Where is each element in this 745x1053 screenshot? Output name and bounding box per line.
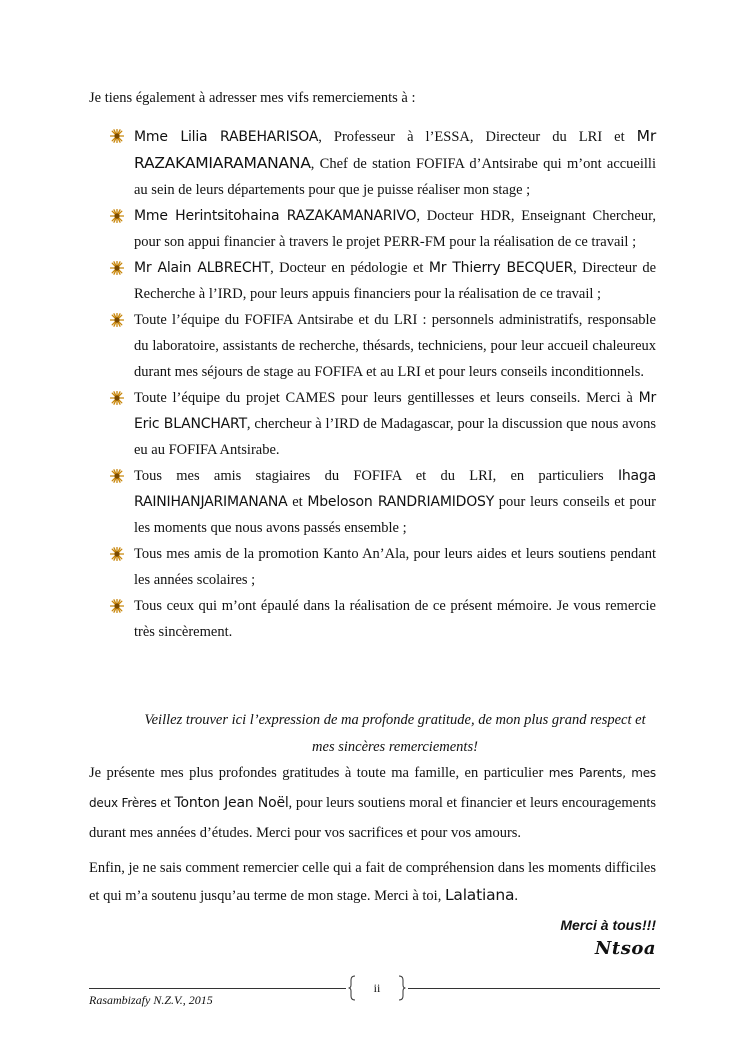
footer-rule-right <box>408 988 660 989</box>
final-paragraph: Enfin, je ne sais comment remercier celle qui a fait de compréhension dans les moments difficiles et qui m’a soutenu jusqu’au terme de mon stage. Merci à toi, Lalatiana. <box>89 860 656 904</box>
list-item: Mme Herintsitohaina RAZAKAMANARIVO, Docteur HDR, Enseignant Chercheur, pour son appui financier à travers le projet PERR-FM pour la réalisation de ce travail ; <box>108 203 656 255</box>
list-item: Tous ceux qui m’ont épaulé dans la réalisation de ce présent mémoire. Je vous remercie très sincèrement. <box>108 593 656 645</box>
family-names: mes Parents, mes deux Frères <box>89 766 656 810</box>
star-bullet-icon <box>110 313 124 327</box>
intro-line: Je tiens également à adresser mes vifs remerciements à : <box>89 90 416 106</box>
family-paragraph: Je présente mes plus profondes gratitudes à toute ma famille, en particulier mes Parents, mes deux Frères et Tonton Jean Noël, pour leurs soutiens moral et financier et leurs encouragements durant mes années d’études. Merci pour vos sacrifices et pour vos amours. <box>89 765 656 841</box>
star-bullet-icon <box>110 261 124 275</box>
person-name: Mme Herintsitohaina RAZAKAMANARIVO <box>134 208 417 224</box>
star-bullet-icon <box>110 129 124 143</box>
footer-author: Rasambizafy N.Z.V., 2015 <box>89 993 213 1007</box>
left-brace-icon <box>348 975 356 1001</box>
list-item: Mr Alain ALBRECHT, Docteur en pédologie et Mr Thierry BECQUER, Directeur de Recherche à l’IRD, pour leurs appuis financiers pour la réalisation de ce travail ; <box>108 255 656 307</box>
family-names: Tonton Jean Noël <box>174 795 289 811</box>
person-name: Mme Lilia RABEHARISOA <box>134 129 319 145</box>
signature: Ntsoa <box>594 938 656 959</box>
star-bullet-icon <box>110 599 124 613</box>
page-number-box <box>348 975 406 1001</box>
person-name: Mr Eric BLANCHART <box>134 390 656 432</box>
merci-a-tous: Merci à tous!!! <box>560 917 656 933</box>
person-name: Lalatiana <box>444 886 515 904</box>
star-bullet-icon <box>110 547 124 561</box>
list-item: Tous mes amis stagiaires du FOFIFA et du LRI, en particuliers Ihaga RAINIHANJARIMANANA et Mbeloson RANDRIAMIDOSY pour leurs conseils et pour les moments que nous avons passés ensemble ; <box>108 463 656 541</box>
list-item: Mme Lilia RABEHARISOA, Professeur à l’ESSA, Directeur du LRI et Mr RAZAKAMIARAMANANA, Chef de station FOFIFA d’Antsirabe qui m’ont accueilli au sein de leurs départements pour que je puisse réaliser mon stage ; <box>108 123 656 203</box>
acknowledgement-list <box>108 123 656 645</box>
person-name: Ihaga RAINIHANJARIMANANA <box>134 468 656 510</box>
star-bullet-icon <box>110 391 124 405</box>
person-name: Mbeloson RANDRIAMIDOSY <box>307 494 495 510</box>
person-name: Mr Alain ALBRECHT <box>134 260 271 276</box>
star-bullet-icon <box>110 469 124 483</box>
person-name: Mr Thierry BECQUER <box>428 260 574 276</box>
list-item: Toute l’équipe du projet CAMES pour leurs gentillesses et leurs conseils. Merci à Mr Eric BLANCHART, chercheur à l’IRD de Madagascar, pour la discussion que nous avons eu au FOFIFA Antsirabe. <box>108 385 656 463</box>
person-name: Mr RAZAKAMIARAMANANA <box>134 127 656 172</box>
right-brace-icon <box>398 975 406 1001</box>
page-number: ii <box>373 981 381 995</box>
list-item: Toute l’équipe du FOFIFA Antsirabe et du LRI : personnels administratifs, responsable du laboratoire, assistants de recherche, thésards, techniciens, pour leur accueil chaleureux durant mes séjours de stage au FOFIFA et au LRI et pour leurs conseils inconditionnels. <box>108 307 656 385</box>
closing-statement: Veillez trouver ici l’expression de ma profonde gratitude, de mon plus grand respect et mes sincères remerciements! <box>144 712 646 755</box>
star-bullet-icon <box>110 209 124 223</box>
list-item: Tous mes amis de la promotion Kanto An’Ala, pour leurs aides et leurs soutiens pendant les années scolaires ; <box>108 541 656 593</box>
footer-rule-left <box>89 988 346 989</box>
